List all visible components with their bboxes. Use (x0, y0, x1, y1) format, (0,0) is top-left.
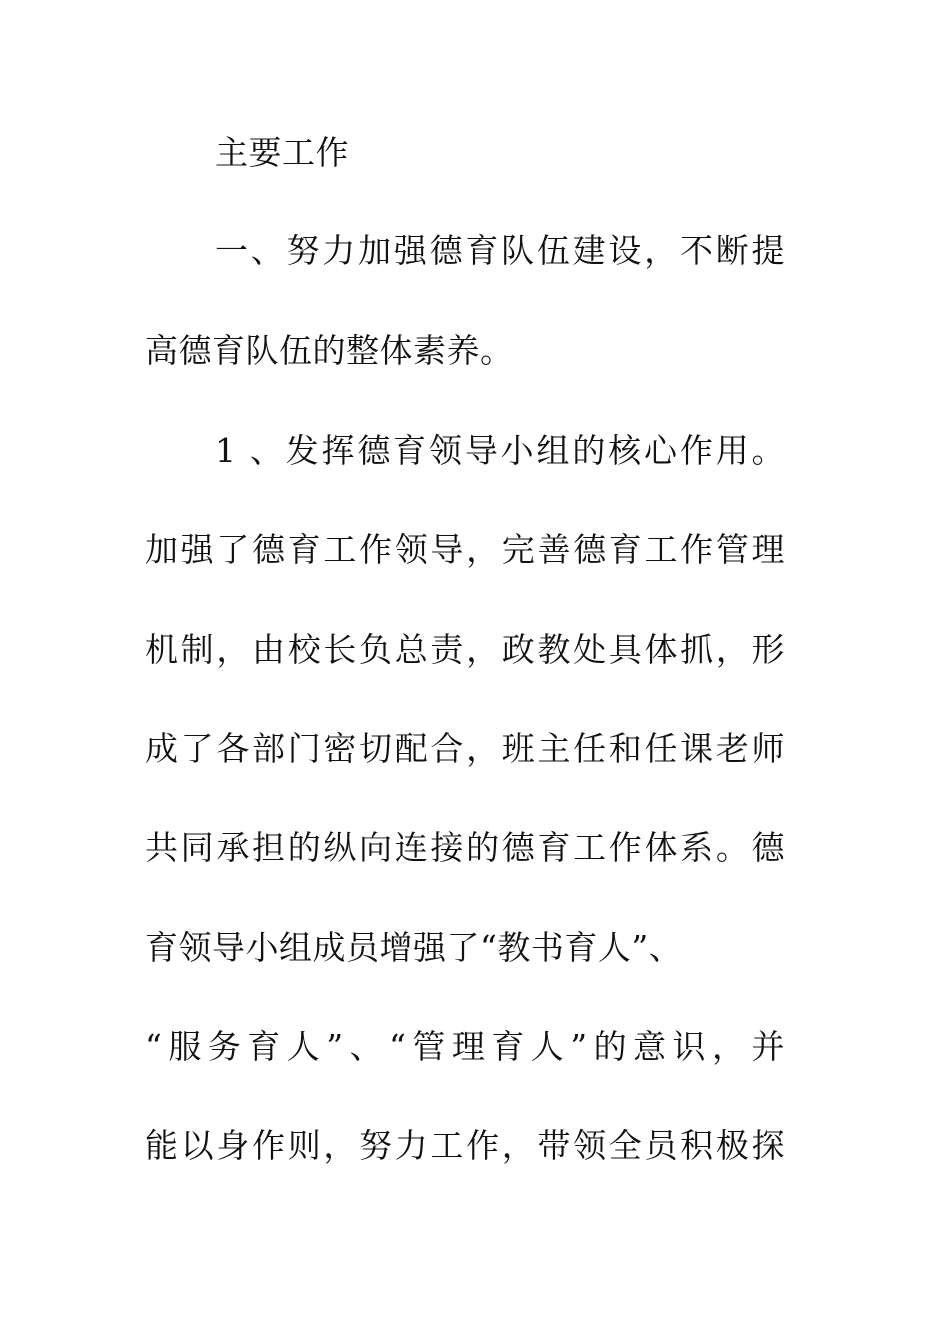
paragraph-line: 1 、发挥德育领导小组的核心作用。 (215, 431, 785, 470)
paragraph-line: 一、努力加强德育队伍建设，不断提 (215, 231, 785, 270)
paragraph-line: 机制，由校长负总责，政教处具体抓，形 (145, 630, 785, 669)
paragraph-line: 能以身作则，努力工作，带领全员积极探 (145, 1126, 785, 1165)
paragraph-line: 高德育队伍的整体素养。 (145, 331, 514, 370)
paragraph-line: 成了各部门密切配合，班主任和任课老师 (145, 729, 785, 768)
paragraph-line: 加强了德育工作领导，完善德育工作管理 (145, 530, 785, 569)
paragraph-line: 育领导小组成员增强了“教书育人”、 (145, 928, 683, 967)
paragraph-line: “服务育人”、“管理育人”的意识，并 (145, 1027, 785, 1066)
section-heading: 主要工作 (215, 133, 349, 172)
paragraph-line: 共同承担的纵向连接的德育工作体系。德 (145, 828, 785, 867)
